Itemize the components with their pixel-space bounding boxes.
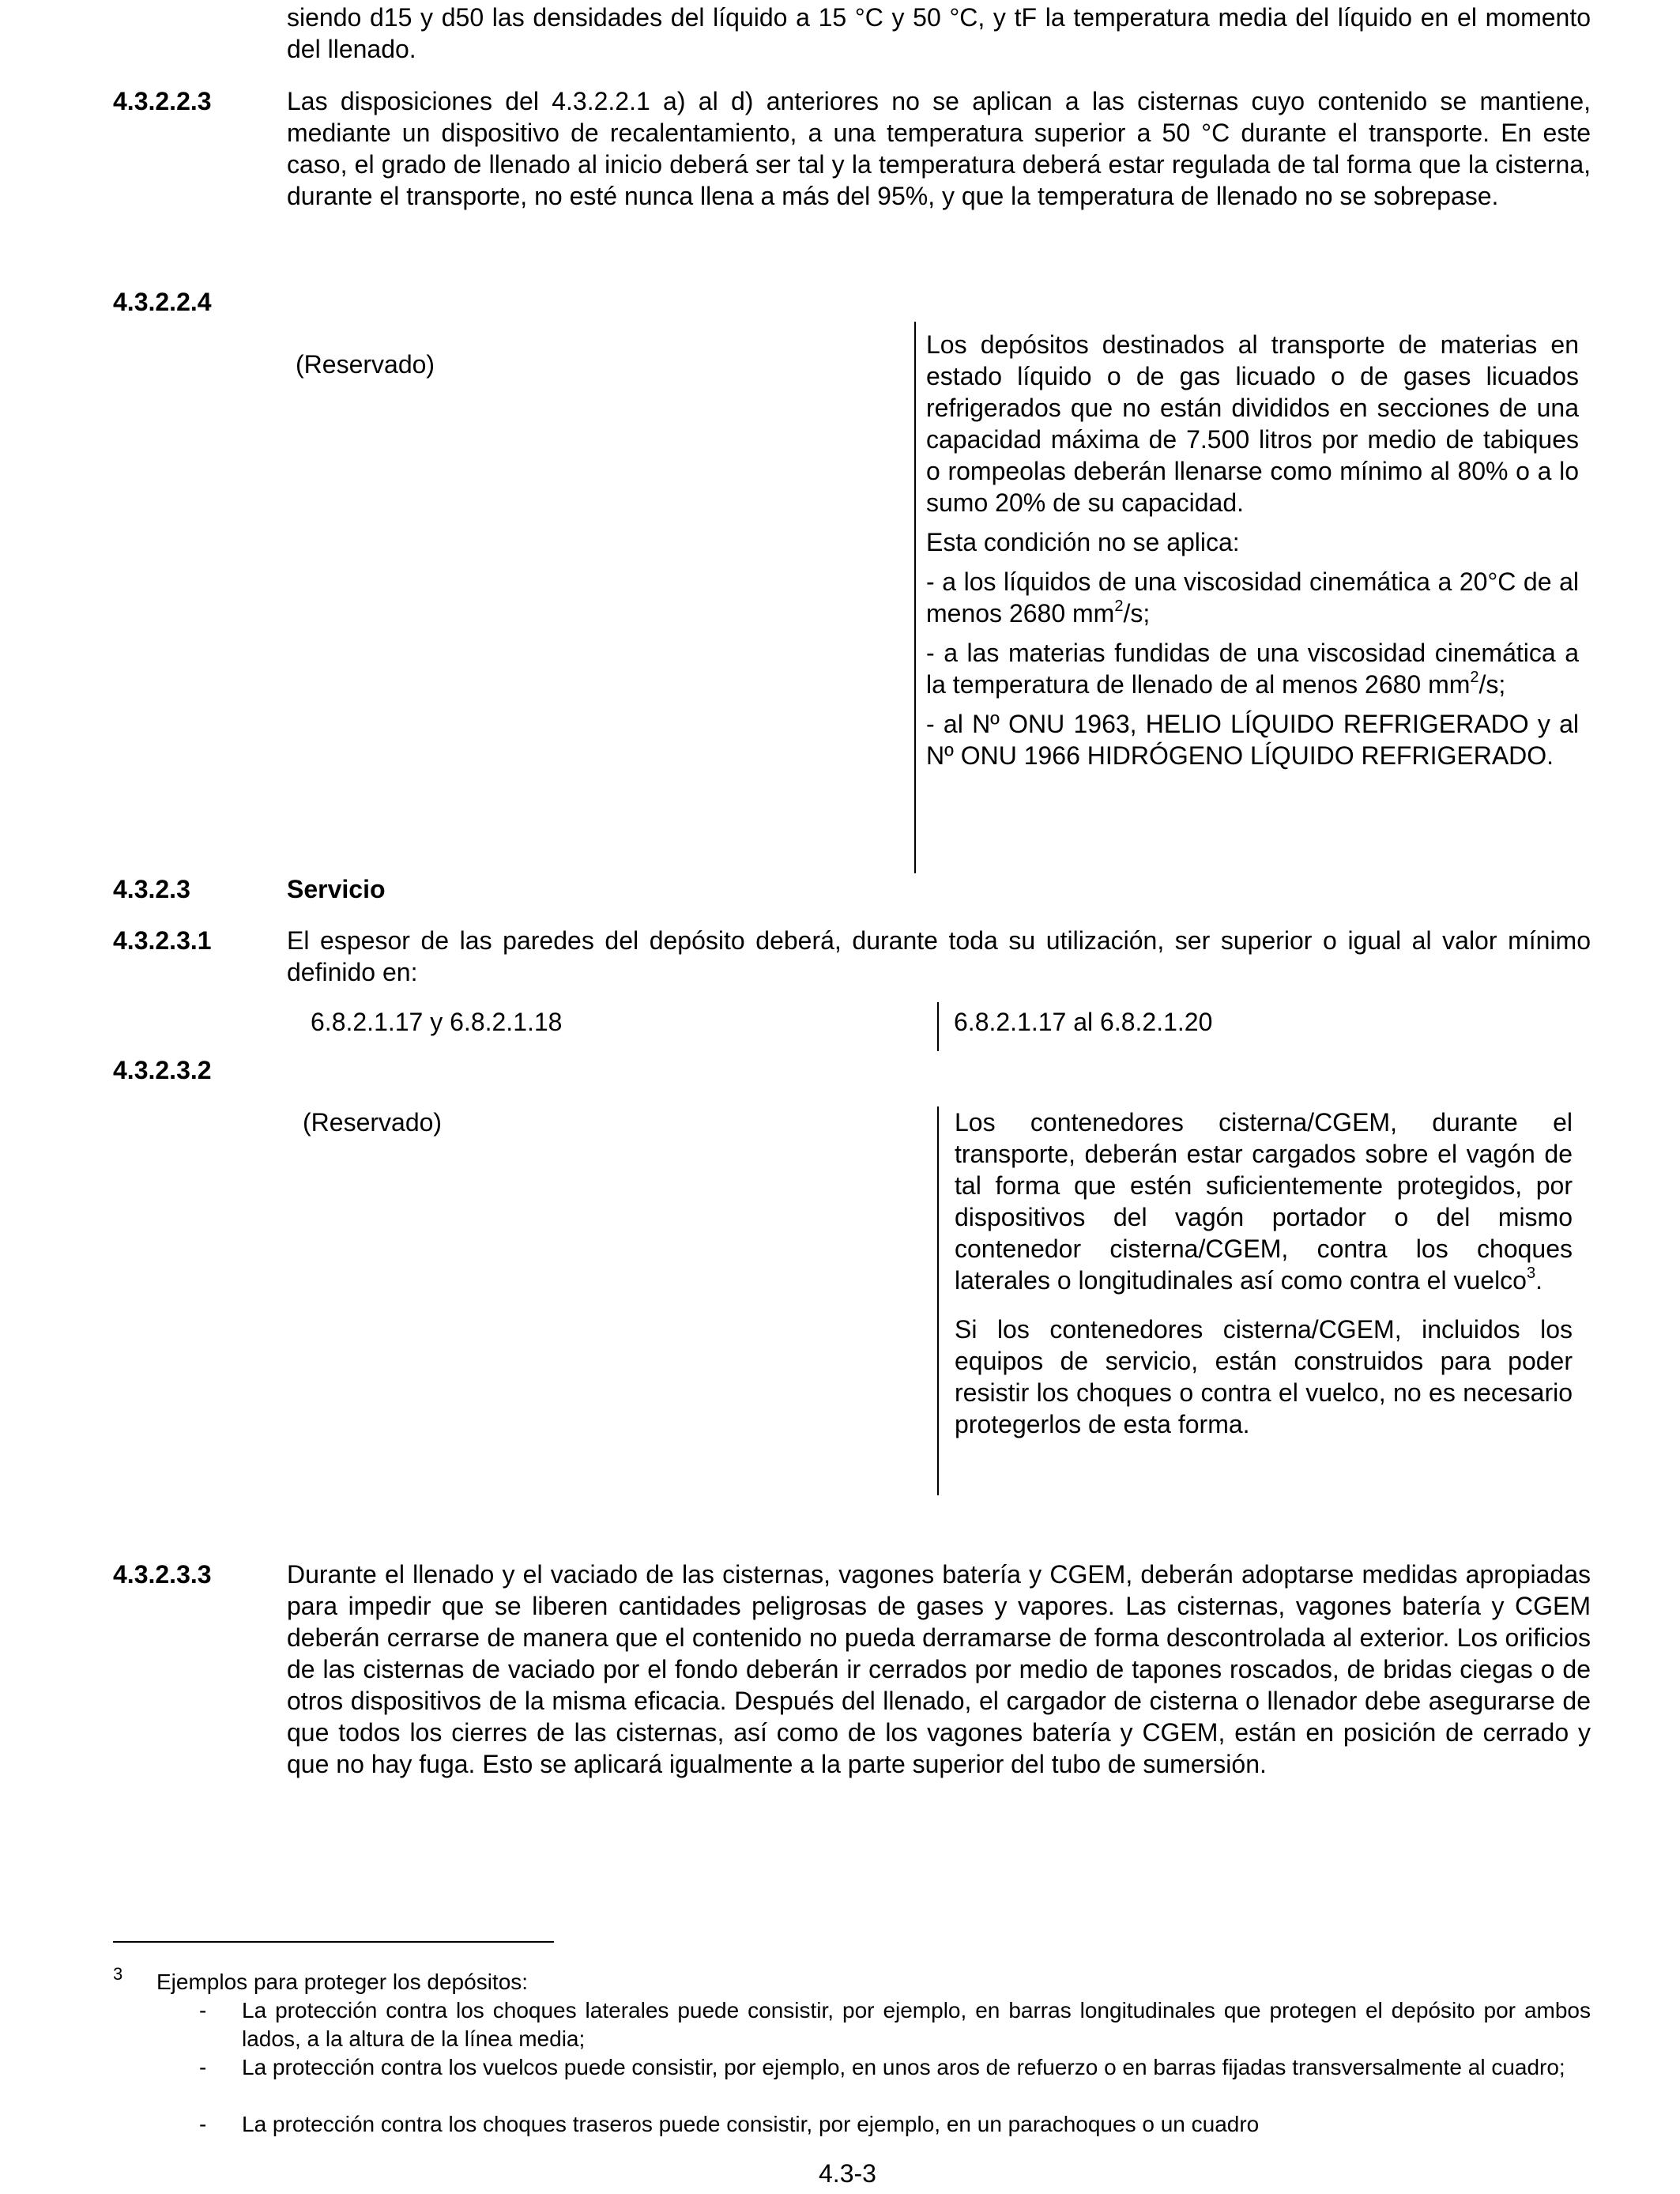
- right-paragraph-molten-materials: - a las materias fundidas de una viscosidad cinemática a la temperatura de llenado de al menos 2680 $mm^2/s$;: [926, 639, 1579, 699]
- section-number-4-3-2-3-3: 4.3.2.3.3: [113, 1560, 212, 1589]
- reserved-left-4-3-2-2-4: (Reservado): [296, 350, 435, 379]
- right-paragraph-exception-intro: Esta condición no se aplica:: [926, 528, 1240, 556]
- right-paragraph-no-protection-needed: Si los contenedores cisterna/CGEM, incluidos los equipos de servicio, están construidos para poder resistir los choques o contra el vuelco, no es necesario protegerlos de esta forma.: [955, 1315, 1573, 1438]
- reserved-left-4-3-2-3-2: (Reservado): [303, 1108, 443, 1137]
- right-column-4-3-2-3-2: [955, 1106, 1573, 1440]
- footnote-reference-3[interactable]: 3: [1526, 1265, 1536, 1283]
- footnote-item-lateral: La protección contra los choques laterales puede consistir, por ejemplo, en barras longitudinales que protegen el depósito por ambos lados, a la altura de la línea media;: [242, 1998, 1591, 2051]
- section-number-4-3-2-3-1: 4.3.2.3.1: [113, 926, 212, 955]
- right-paragraph-capacity: Los depósitos destinados al transporte de materias en estado líquido o de gas licuado o de gases licuados refrigerados que no están divididos en secciones de una capacidad máxima de 7.500 litros por medio de tabiques o rompeolas deberán llenarse como mínimo al 80% o a lo sumo 20% de su capacidad.: [926, 330, 1579, 517]
- footnote-intro: Ejemplos para proteger los depósitos:: [156, 1970, 529, 1994]
- column-divider-4-3-2-3-1: [937, 1002, 939, 1051]
- footnote-item-rear: La protección contra los choques traseros puede consistir, por ejemplo, en un parachoques o un cuadro: [242, 2112, 1260, 2136]
- reference-left-4-3-2-3-1: 6.8.2.1.17 y 6.8.2.1.18: [311, 1008, 563, 1036]
- section-text-4-3-2-2-3: Las disposiciones del 4.3.2.2.1 a) al d) anteriores no se aplican a las cisternas cuyo contenido se mantiene, mediante un dispositivo de recalentamiento, a una temperatura superior a 50 °C durante el transporte. En este caso, el grado de llenado al inicio deberá ser tal y la temperatura deberá estar regulada de tal forma que la cisterna, durante el transporte, no esté nunca llena a más del 95%, y que la temperatura de llenado no se sobrepase.: [287, 87, 1591, 210]
- section-number-4-3-2-2-3: 4.3.2.2.3: [113, 87, 212, 115]
- right-column-4-3-2-2-4: [926, 329, 1579, 771]
- footnote-item-dash: -: [199, 1998, 207, 2022]
- section-text-4-3-2-3-1: El espesor de las paredes del depósito deberá, durante toda su utilización, ser superior o igual al valor mínimo definido en:: [287, 926, 1591, 986]
- footnote-mark: 3: [113, 1964, 123, 1984]
- right-paragraph-un-numbers: - al Nº ONU 1963, HELIO LÍQUIDO REFRIGERADO y al Nº ONU 1966 HIDRÓGENO LÍQUIDO REFRIGERADO.: [926, 710, 1579, 770]
- footnote-separator: [113, 1941, 554, 1943]
- section-title-servicio: Servicio: [287, 875, 386, 903]
- section-number-4-3-2-3: 4.3.2.3: [113, 875, 190, 903]
- column-divider-4-3-2-2-4: [914, 322, 916, 873]
- column-divider-4-3-2-3-2: [937, 1106, 939, 1495]
- right-paragraph-viscosity-liquids: - a los líquidos de una viscosidad cinemática a 20°C de al menos 2680 $mm^2/s$;: [926, 567, 1579, 628]
- page-number: 4.3-3: [819, 2159, 876, 2188]
- footnote-item-dash: -: [199, 2112, 207, 2136]
- footnote-item-rollover: La protección contra los vuelcos puede consistir, por ejemplo, en unos aros de refuerzo o en barras fijadas transversalmente al cuadro;: [242, 2055, 1565, 2079]
- right-paragraph-loading-protection: Los contenedores cisterna/CGEM, durante el transporte, deberán estar cargados sobre el vagón de tal forma que estén suficientemente protegidos, por dispositivos del vagón portador o del mismo contenedor cisterna/CGEM, contra los choques laterales o longitudinales así como contra el vuelco$^3$.: [955, 1108, 1573, 1295]
- footnote-item-dash: -: [199, 2055, 207, 2079]
- intro-paragraph: siendo d15 y d50 las densidades del líquido a 15 °C y 50 °C, y tF la temperatura media del líquido en el momento del llenado.: [287, 3, 1591, 63]
- reference-right-4-3-2-3-1: 6.8.2.1.17 al 6.8.2.1.20: [954, 1008, 1213, 1036]
- section-number-4-3-2-3-2: 4.3.2.3.2: [113, 1056, 212, 1084]
- section-text-4-3-2-3-3: Durante el llenado y el vaciado de las cisternas, vagones batería y CGEM, deberán adoptarse medidas apropiadas para impedir que se liberen cantidades peligrosas de gases y vapores. Las cisternas, vagones batería y CGEM deberán cerrarse de manera que el contenido no pueda derramarse de forma descontrolada al exterior. Los orificios de las cisternas de vaciado por el fondo deberán ir cerrados por medio de tapones roscados, de bridas ciegas o de otros dispositivos de la misma eficacia. Después del llenado, el cargador de cisterna o llenador debe asegurarse de que todos los cierres de las cisternas, así como de los vagones batería y CGEM, están en posición de cerrado y que no hay fuga. Esto se aplicará igualmente a la parte superior del tubo de sumersión.: [287, 1560, 1591, 1778]
- section-number-4-3-2-2-4: 4.3.2.2.4: [113, 288, 212, 316]
